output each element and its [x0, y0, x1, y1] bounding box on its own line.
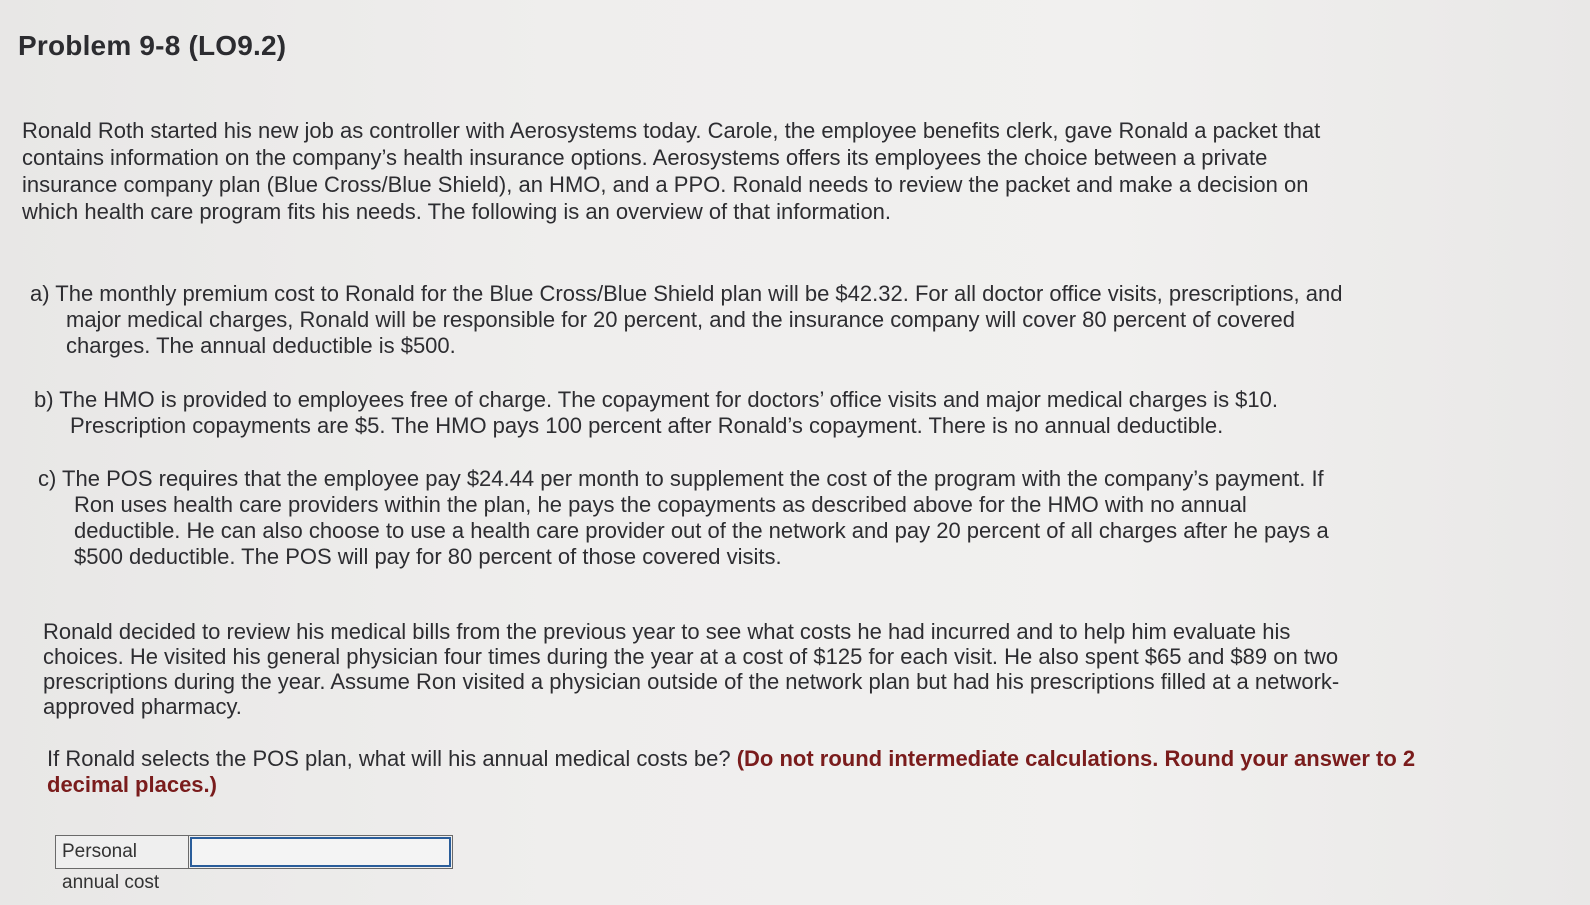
intro-line: insurance company plan (Blue Cross/Blue Shield), an HMO, and a PPO. Ronald needs to review the packet and make a decision on	[22, 172, 1309, 197]
item-c-line: deductible. He can also choose to use a health care provider out of the network and pay 20 percent of all charges after he pays a	[74, 518, 1329, 543]
plan-item-a	[30, 281, 1480, 359]
medical-bills-paragraph	[43, 619, 1453, 719]
problem-title: Problem 9-8 (LO9.2)	[18, 30, 287, 61]
question-paragraph	[47, 746, 1467, 798]
intro-line: Ronald Roth started his new job as controller with Aerosystems today. Carole, the employee benefits clerk, gave Ronald a packet that	[22, 118, 1321, 143]
bills-line: Ronald decided to review his medical bills from the previous year to see what costs he had incurred and to help him evaluate his	[43, 619, 1291, 644]
question-text: If Ronald selects the POS plan, what will his annual medical costs be?	[47, 746, 737, 771]
item-a-line: major medical charges, Ronald will be responsible for 20 percent, and the insurance company will cover 80 percent of covered	[66, 307, 1295, 332]
bills-line: prescriptions during the year. Assume Ron visited a physician outside of the network plan but had his prescriptions filled at a network-	[43, 669, 1340, 694]
item-a-line: charges. The annual deductible is $500.	[66, 333, 456, 358]
item-a-first-line: a) The monthly premium cost to Ronald for the Blue Cross/Blue Shield plan will be $42.32. For all doctor office visits, prescriptions, and	[30, 281, 1343, 306]
item-c-line: $500 deductible. The POS will pay for 80 percent of those covered visits.	[74, 544, 782, 569]
bills-line: choices. He visited his general physician four times during the year at a cost of $125 for each visit. He also spent $65 and $89 on two	[43, 644, 1339, 669]
item-b-line: Prescription copayments are $5. The HMO pays 100 percent after Ronald’s copayment. There is no annual deductible.	[70, 413, 1224, 438]
plan-item-c	[38, 466, 1488, 570]
personal-annual-cost-input[interactable]	[190, 837, 451, 867]
intro-line: contains information on the company’s health insurance options. Aerosystems offers its employees the choice between a private	[22, 145, 1268, 170]
item-c-first-line: c) The POS requires that the employee pay $24.44 per month to supplement the cost of the program with the company’s payment. If	[38, 466, 1324, 491]
item-c-line: Ron uses health care providers within the plan, he pays the copayments as described above for the HMO with no annual	[74, 492, 1247, 517]
item-b-first-line: b) The HMO is provided to employees free of charge. The copayment for doctors’ office visits and major medical charges is $10.	[34, 387, 1278, 412]
answer-label: Personal annual cost	[56, 836, 189, 868]
plan-item-b	[34, 387, 1484, 439]
intro-paragraph	[22, 117, 1492, 225]
answer-table	[55, 835, 453, 893]
bills-line: approved pharmacy.	[43, 694, 242, 719]
intro-line: which health care program fits his needs. The following is an overview of that information.	[22, 199, 892, 224]
question-instruction: (Do not round intermediate calculations. Round your answer to 2 decimal places.)	[47, 746, 1416, 797]
